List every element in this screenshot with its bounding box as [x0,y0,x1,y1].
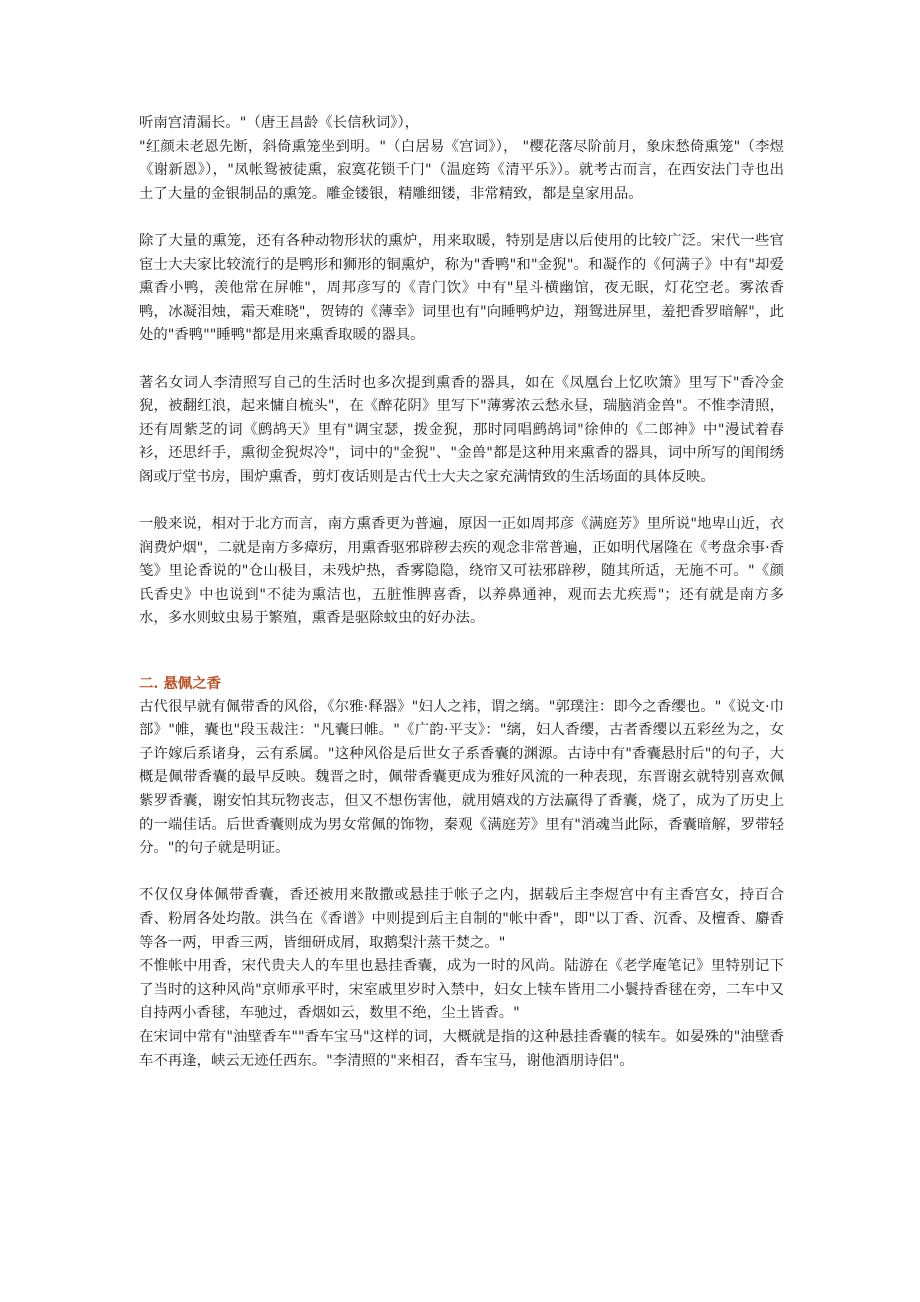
section-heading: 二. 悬佩之香 [139,675,221,693]
paragraph: 一般来说，相对于北方而言，南方熏香更为普遍，原因一正如周邦彦《满庭芳》里所说"地卑山近，衣润费炉烟"，二就是南方多瘴疠，用熏香驱邪辟秽去疾的观念非常普遍，正如明代屠隆在《考盘余事·香笺》里论香说的"仓山极目，未残炉热，香雾隐隐，绕帘又可祛邪辟秽，随其所适，无施不可。"《颜氏香史》中也说到"不徒为熏洁也，五脏惟脾喜香，以养鼻通神，观而去尤疾焉"；还有就是南方多水，多水则蚊虫易于繁殖，熏香是驱除蚊虫的好办法。 [139,516,784,627]
document-body [139,112,784,1073]
paragraph: "红颜未老恩先断，斜倚熏笼坐到明。"（白居易《宫词》）， "樱花落尽阶前月，象床愁倚熏笼"（李煜《谢新恩》），"凤帐鸳被徒熏，寂寞花锁千门"（温庭筠《清平乐》）。就考古而言，在西安法门寺也出土了大量的金银制品的熏笼。雕金镂银，精雕细镂，非常精致，都是皇家用品。 [139,138,784,202]
paragraph: 著名女词人李清照写自己的生活时也多次提到熏香的器具，如在《凤凰台上忆吹箫》里写下"香冷金猊，被翻红浪，起来慵自梳头"，在《醉花阴》里写下"薄雾浓云愁永昼，瑞脑消金兽"。不惟李清照，还有周紫芝的词《鹧鸪天》里有"调宝瑟，拨金猊，那时同唱鹧鸪词"徐伸的《二郎神》中"漫试着春衫，还思纤手，熏彻金猊烬冷"，词中的"金猊"、"金兽"都是这种用来熏香的器具，词中所写的闺闱绣阁或厅堂书房，围炉熏香，剪灯夜话则是古代士大夫之家充满情致的生活场面的具体反映。 [139,374,784,485]
paragraph: 除了大量的熏笼，还有各种动物形状的熏炉，用来取暖，特别是唐以后使用的比较广泛。宋代一些官宦士大夫家比较流行的是鸭形和狮形的铜熏炉，称为"香鸭"和"金猊"。和凝作的《何满子》中有"却爱熏香小鸭，羡他常在屏帷"，周邦彦写的《青门饮》中有"星斗横幽馆，夜无眠，灯花空老。雾浓香鸭，冰凝泪烛，霜天难晓"，贺铸的《薄幸》词里也有"向睡鸭炉边，翔鸳进屏里，羞把香罗暗解"，此处的"香鸭""睡鸭"都是用来熏香取暖的器具。 [139,232,784,344]
paragraph-gap [139,490,784,514]
paragraph-gap [139,206,784,230]
paragraph: 不仅仅身体佩带香囊，香还被用来散撒或悬挂于帐子之内，据载后主李煜宫中有主香宫女，持百合香、粉屑各处均散。洪刍在《香谱》中则提到后主自制的"帐中香"，即"以丁香、沉香、及檀香、麝香等各一两，甲香三两，皆细研成屑，取鹅梨汁蒸干焚之。" [139,887,784,951]
paragraph-line: 听南宫清漏长。"（唐王昌龄《长信秋词》）， [139,115,420,131]
paragraph: 在宋词中常有"油壁香车""香车宝马"这样的词，大概就是指的这种悬挂香囊的犊车。如晏殊的"油壁香车不再逢，峡云无迹任西东。"李清照的"来相召，香车宝马，谢他酒朋诗侣"。 [139,1028,784,1069]
paragraph: 不惟帐中用香，宋代贵夫人的车里也悬挂香囊，成为一时的风尚。陆游在《老学庵笔记》里特别记下了当时的这种风尚"京师承平时，宋室戚里岁时入禁中，妇女上犊车皆用二小鬟持香毬在旁，二车中又自持两小香毬，车驰过，香烟如云，数里不绝，尘土皆香。" [139,958,784,1022]
paragraph-gap [139,348,784,372]
paragraph: 古代很早就有佩带香的风俗，《尔雅·释器》"妇人之袆，谓之缡。"郭璞注：即今之香缨也。"《说文·巾部》"帷，囊也"段玉裁注："凡囊曰帷。"《广韵·平支》："缡，妇人香缨，古者香缨以五彩丝为之，女子许嫁后系诸身，云有系属。"这种风俗是后世女子系香囊的渊源。古诗中有"香囊悬肘后"的句子，大概是佩带香囊的最早反映。魏晋之时，佩带香囊更成为雅好风流的一种表现，东晋谢玄就特别喜欢佩紫罗香囊，谢安怕其玩物丧志，但又不想伤害他，就用嬉戏的方法赢得了香囊，烧了，成为了历史上的一端佳话。后世香囊则成为男女常佩的饰物，秦观《满庭芳》里有"消魂当此际，香囊暗解，罗带轻分。"的句子就是明证。 [139,698,784,857]
paragraph-gap [139,861,784,885]
section-gap [139,631,784,672]
